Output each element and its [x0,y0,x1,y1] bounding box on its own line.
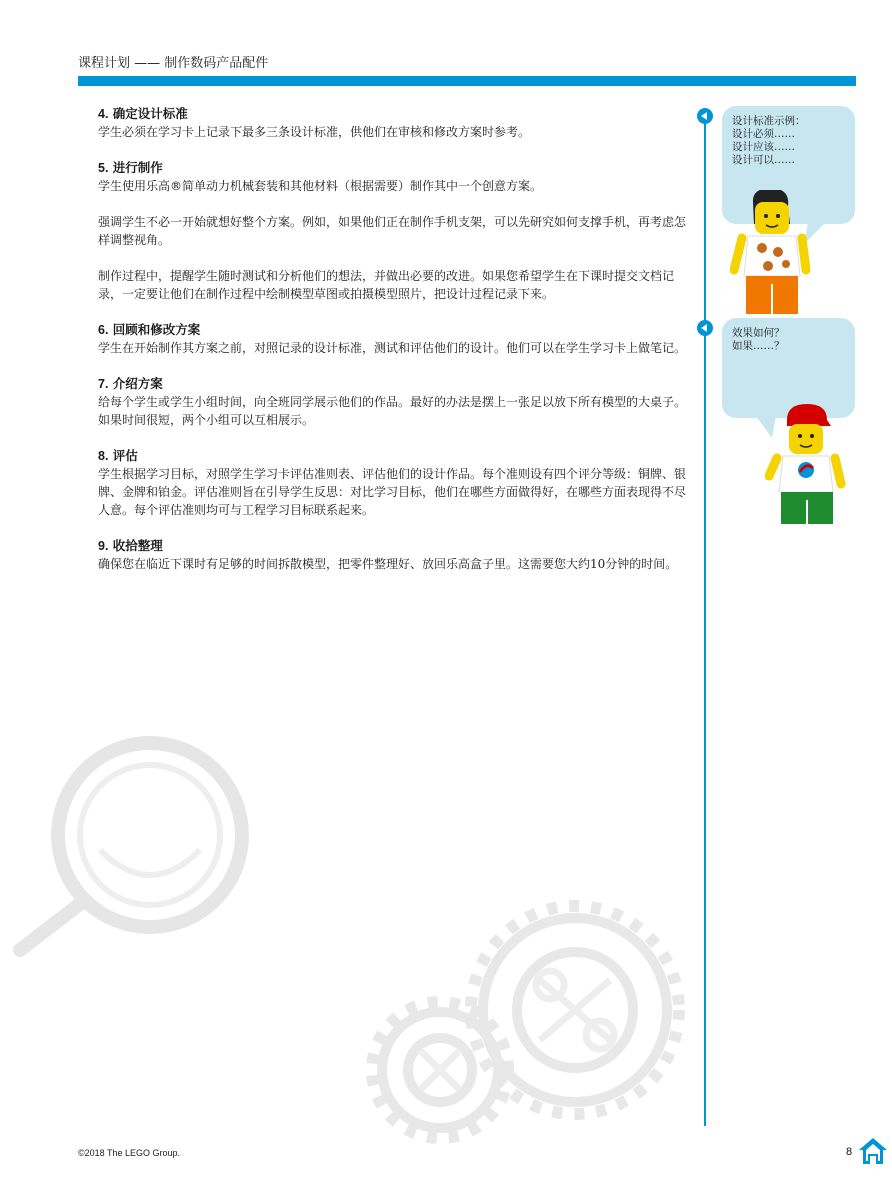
bubble-line: 设计应该…… [732,141,795,153]
speech-arrow-icon [697,320,713,336]
sidebar-divider [704,112,706,1126]
bubble-line: 效果如何？ [732,327,785,339]
section-heading: 5. 进行制作 [98,160,163,175]
section-paragraph: 确保您在临近下课时有足够的时间拆散模型，把零件整理好、放回乐高盒子里。这需要您大约10分钟的时间。 [98,557,678,571]
section-heading: 4. 确定设计标准 [98,106,188,121]
section-8 [98,447,690,519]
section-paragraph: 给每个学生或学生小组时间，向全班同学展示他们的作品。最好的办法是摆上一张足以放下所有模型的大桌子。如果时间很短，两个小组可以互相展示。 [98,395,687,427]
section-heading: 9. 收拾整理 [98,538,163,553]
reflection-bubble [722,318,855,418]
bubble-line: 设计必须…… [732,128,795,140]
bubble-line: 如果……？ [732,340,785,352]
magnifier-decoration-icon [0,700,320,960]
speech-arrow-icon [697,108,713,124]
minifigure-girl-icon [730,190,820,316]
home-icon[interactable] [858,1136,888,1166]
section-paragraph: 学生使用乐高®简单动力机械套装和其他材料（根据需要）制作其中一个创意方案。 [98,179,543,193]
minifigure-boy-icon [765,404,849,526]
section-heading: 7. 介绍方案 [98,376,163,391]
bubble-line: 设计标准示例： [732,115,806,127]
section-5 [98,159,690,303]
header-bar [78,76,856,86]
page-header-title: 课程计划 —— 制作数码产品配件 [78,56,269,71]
section-4 [98,105,690,141]
section-paragraph: 制作过程中，提醒学生随时测试和分析他们的想法，并做出必要的改进。如果您希望学生在下课时提交文档记录，一定要让他们在制作过程中绘制模型草图或拍摄模型照片，把设计过程记录下来。 [98,269,675,301]
section-6 [98,321,690,357]
gears-decoration-icon [365,890,705,1150]
section-9 [98,537,690,573]
section-paragraph: 学生根据学习目标，对照学生学习卡评估准则表、评估他们的设计作品。每个准则设有四个评分等级：铜牌、银牌、金牌和铂金。评估准则旨在引导学生反思：对比学习目标，他们在哪些方面做得好，在哪些方面表现得不尽人意。每个评估准则均可与工程学习目标联系起来。 [98,467,687,517]
bubble-line: 设计可以…… [732,154,795,166]
section-heading: 6. 回顾和修改方案 [98,322,201,337]
section-paragraph: 学生在开始制作其方案之前，对照记录的设计标准，测试和评估他们的设计。他们可以在学生学习卡上做笔记。 [98,341,687,355]
copyright-text: ©2018 The LEGO Group. [78,1148,181,1158]
main-content [98,105,690,591]
section-paragraph: 强调学生不必一开始就想好整个方案。例如，如果他们正在制作手机支架，可以先研究如何支撑手机，再考虑怎样调整视角。 [98,215,687,247]
section-heading: 8. 评估 [98,448,138,463]
page-number: 8 [846,1146,853,1158]
section-7 [98,375,690,429]
section-paragraph: 学生必须在学习卡上记录下最多三条设计标准，供他们在审核和修改方案时参考。 [98,125,531,139]
